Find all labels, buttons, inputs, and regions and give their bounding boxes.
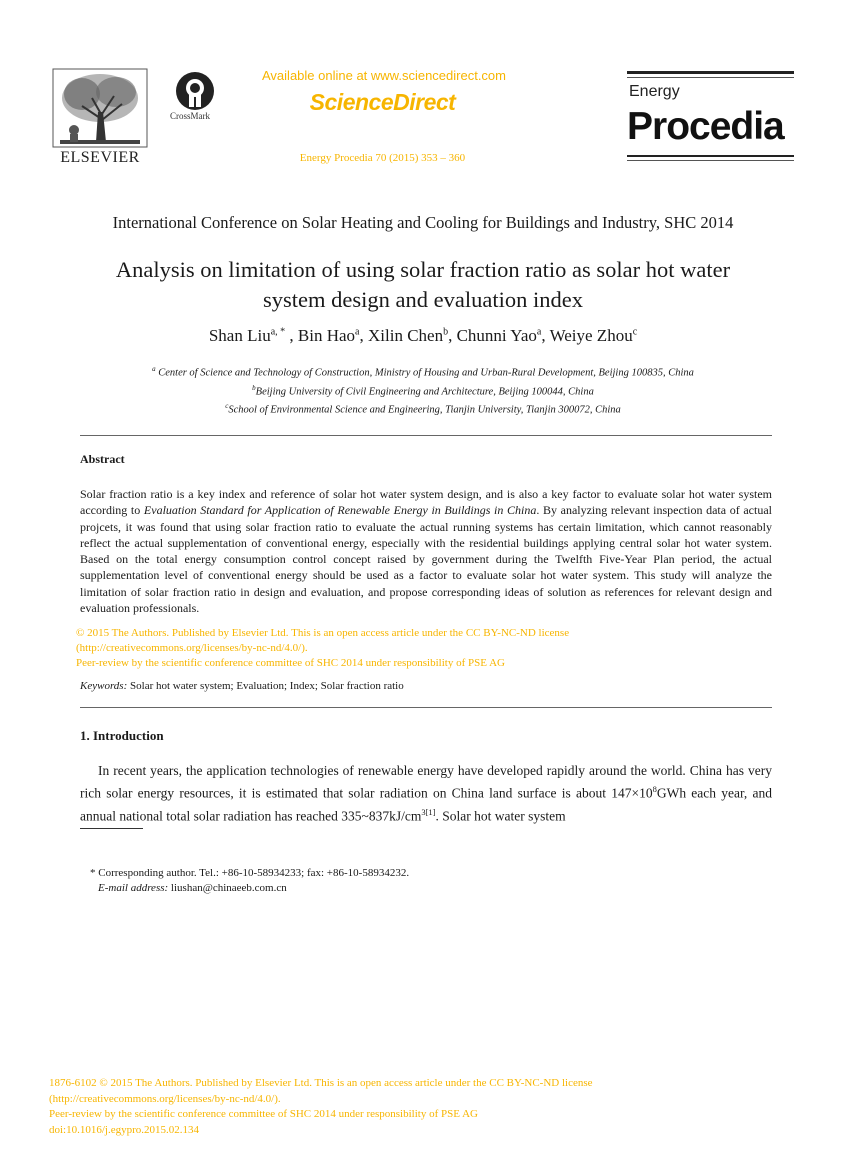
divider-bottom <box>80 707 772 708</box>
intro-sup: 8 <box>652 784 657 795</box>
affiliation-item <box>60 399 786 418</box>
footer-copyright: 1876-6102 © 2015 The Authors. Published by Elsevier Ltd. This is an open access article under the CC BY-NC-ND license <box>49 1077 593 1089</box>
paper-title-line2: system design and evaluation index <box>263 287 583 312</box>
keywords <box>80 680 772 692</box>
license-url-link[interactable]: (http://creativecommons.org/licenses/by-nc-nd/4.0/). <box>76 642 308 654</box>
license-line: Peer-review by the scientific conference committee of SHC 2014 under responsibility of PSE AG <box>76 657 505 669</box>
author-affil-sup: c <box>632 326 638 338</box>
crossmark-label: CrossMark <box>170 111 210 121</box>
author-name: Bin Hao <box>297 326 356 345</box>
journal-logo-energy: Energy <box>629 83 680 100</box>
section-heading-introduction: 1. Introduction <box>80 728 164 743</box>
footnote-email-address[interactable]: liushan@chinaeeb.com.cn <box>168 882 287 894</box>
abstract-text: . By analyzing relevant inspection data of actual projcets, it was found that using solar fraction ratio to evaluate the actual running systems has certain limitation, which cannot reasonably reflect the actual supplementation of conventional energy, especially with the residential buildings applying central solar hot water system. Based on the total energy consumption control concept raised by government during the Twelfth Five-Year Plan period, the actual supplementation level of conventional energy should be used as a factor to evaluate solar hot water system. This study will analyze the limitation of solar fraction ratio in design and evaluation, and propose corresponding ideas of solution as references for relevant design and evaluation professionals. <box>80 503 772 616</box>
affiliation-sup: b <box>252 383 256 392</box>
crossmark-icon[interactable] <box>174 71 216 111</box>
footnote-rule <box>80 828 143 829</box>
license-line: © 2015 The Authors. Published by Elsevier Ltd. This is an open access article under the CC BY-NC-ND license <box>76 627 570 639</box>
author-list: Shan Liu$^{a, *}$ , Bin Hao$^a$, Xilin Chen$^b$, Chunni Yao$^a$, Weiye Zhou$^c$ <box>208 326 638 345</box>
journal-logo-rule-bottom <box>627 155 794 157</box>
author-name: Shan Liu <box>208 326 271 345</box>
footnote-corresponding: * Corresponding author. Tel.: +86-10-58934233; fax: +86-10-58934232. <box>90 867 410 879</box>
footnote <box>90 866 770 896</box>
license-block <box>76 626 776 671</box>
affiliation-item <box>60 381 786 400</box>
affiliation-sup: a <box>152 365 156 373</box>
journal-logo-rule-top <box>627 71 794 74</box>
footer-license-link[interactable]: (http://creativecommons.org/licenses/by-nc-nd/4.0/). <box>49 1092 281 1105</box>
elsevier-tree-logo <box>52 68 148 148</box>
affiliation-text: Center of Science and Technology of Construction, Ministry of Housing and Urban-Rural Development, Beijing 100835, China <box>158 367 694 379</box>
footer-peer-review: Peer-review by the scientific conference committee of SHC 2014 under responsibility of PSE AG <box>49 1108 478 1120</box>
keywords-text: Solar hot water system; Evaluation; Index; Solar fraction ratio <box>127 680 404 692</box>
affiliation-list <box>60 362 786 418</box>
intro-text: In recent years, the application technologies of renewable energy have developed rapidly around the world. China has very rich solar energy resources, it is estimated that solar radiation on China land surface is about 147×10 <box>80 763 772 801</box>
journal-citation: Energy Procedia 70 (2015) 353 – 360 <box>299 152 466 164</box>
abstract-text: Solar fraction ratio is a key index and reference of solar hot water system design, and is also a key factor to evaluate solar hot water system according to <box>80 487 772 518</box>
journal-logo-rule-bottom2 <box>627 160 794 161</box>
author-affil-sup: a, * <box>270 326 286 338</box>
paper-title <box>70 255 776 315</box>
affiliation-sup: c <box>225 402 229 410</box>
intro-text: GWh each year, and annual national total solar radiation has reached 335~837kJ/cm <box>80 785 773 824</box>
author-name: Weiye Zhou <box>549 326 633 345</box>
author-name: Xilin Chen <box>368 326 444 345</box>
elsevier-wordmark: ELSEVIER <box>60 149 140 166</box>
author-affil-sup: a <box>536 326 542 338</box>
available-online-link[interactable]: Available online at www.sciencedirect.com <box>262 68 506 83</box>
journal-logo-rule-mid <box>627 77 794 78</box>
page-footer <box>49 1076 749 1138</box>
affiliation-text: Beijing University of Civil Engineering and Architecture, Beijing 100044, China <box>255 386 594 397</box>
abstract-body <box>80 486 772 616</box>
abstract-standard-title: Evaluation Standard for Application of Renewable Energy in Buildings in China <box>143 503 537 518</box>
intro-citation[interactable]: 3[1] <box>421 806 436 817</box>
keywords-label: Keywords: <box>80 680 128 692</box>
affiliation-item <box>60 362 786 381</box>
journal-logo-procedia: Procedia <box>627 105 784 148</box>
author-affil-sup: a <box>355 326 360 338</box>
footnote-email <box>90 881 770 896</box>
conference-name: International Conference on Solar Heating and Cooling for Buildings and Industry, SHC 2014 <box>112 213 734 232</box>
footer-doi[interactable]: doi:10.1016/j.egypro.2015.02.134 <box>49 1123 200 1136</box>
affiliation-text: School of Environmental Science and Engineering, Tianjin University, Tianjin 300072, China <box>228 404 621 416</box>
abstract-heading: Abstract <box>80 452 125 466</box>
author-affil-sup: b <box>443 326 449 338</box>
sciencedirect-logo: ScienceDirect <box>309 89 456 115</box>
paper-title-line1: Analysis on limitation of using solar fraction ratio as solar hot water <box>115 257 731 282</box>
intro-text: . Solar hot water system <box>435 808 566 824</box>
divider-top <box>80 435 772 436</box>
author-name: Chunni Yao <box>456 326 537 345</box>
footnote-email-label: E-mail address: <box>98 882 169 894</box>
introduction-paragraph <box>80 762 772 826</box>
